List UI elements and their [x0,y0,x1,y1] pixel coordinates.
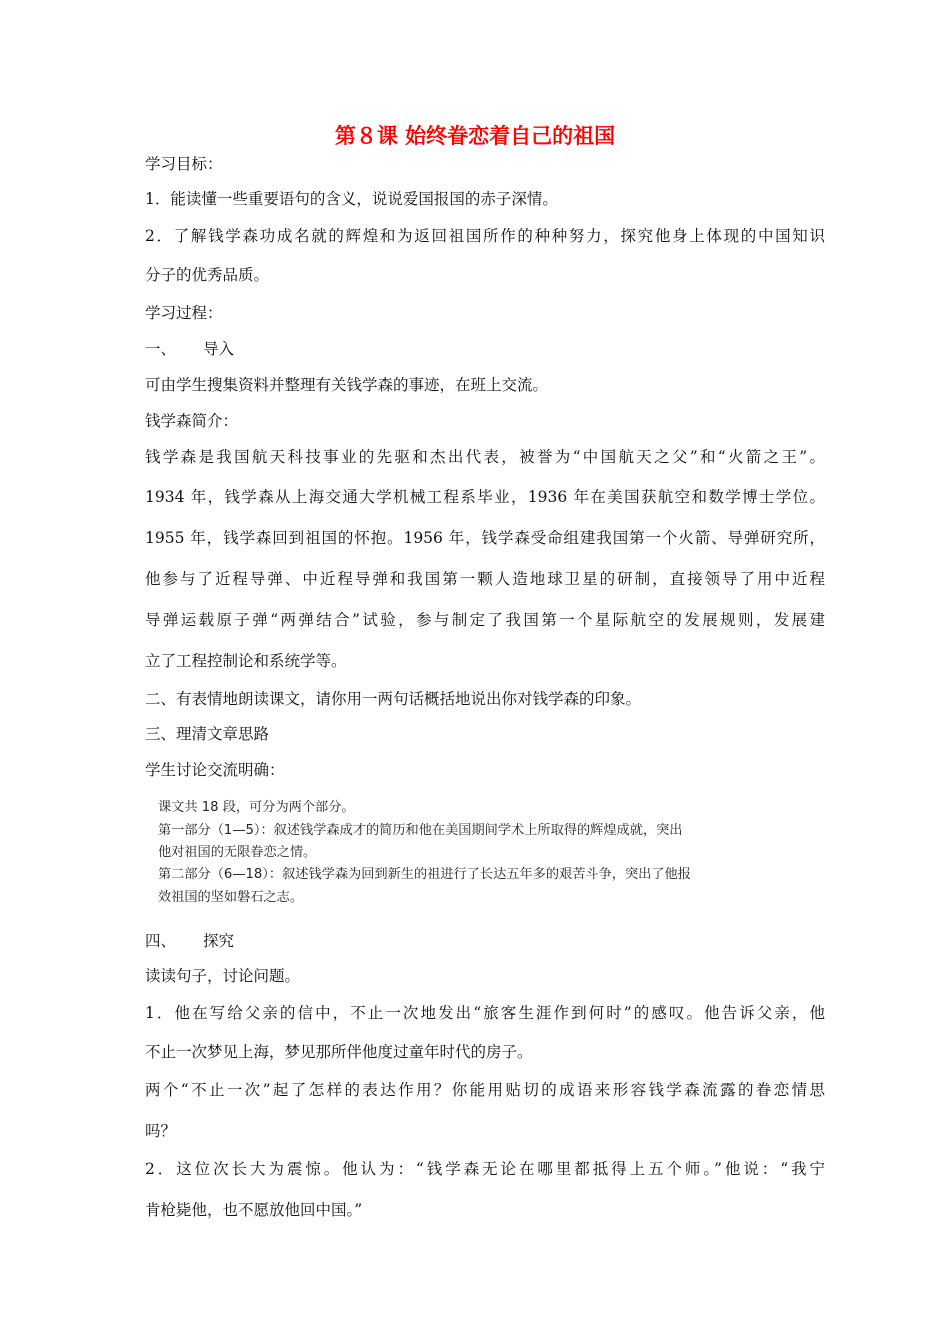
bio-heading: 钱学森简介： [145,412,239,430]
section-4-intro: 读读句子，讨论问题。 [145,967,301,985]
section-1-heading [145,338,825,360]
question-2-line: 肯枪毙他，也不愿放他回中国。” [145,1201,363,1219]
question-1-line: 吗？ [145,1122,177,1140]
process-heading: 学习过程： [145,304,223,322]
question-1-line: 1．他在写给父亲的信中，不止一次地发出“旅客生涯作到何时”的感叹。他告诉父亲，他 [145,1004,825,1022]
bio-line: 立了工程控制论和系统学等。 [145,652,347,670]
outline-line: 第一部分（1—5）：叙述钱学森成才的简历和他在美国期间学术上所取得的辉煌成就，突出 [158,823,683,838]
section-2-heading: 二、有表情地朗读课文，请你用一两句话概括地说出你对钱学森的印象。 [145,690,642,708]
bio-line: 钱学森是我国航天科技事业的先驱和杰出代表，被誉为“中国航天之父”和“火箭之王”。 [145,448,825,466]
section-label: 导入 [203,340,235,358]
section-number: 四、 [145,932,177,950]
section-1-text: 可由学生搜集资料并整理有关钱学森的事迹，在班上交流。 [145,376,549,394]
bio-line: 导弹运载原子弹“两弹结合”试验，参与制定了我国第一个星际航空的发展规则，发展建 [145,611,825,629]
outline-line: 效祖国的坚如磐石之志。 [158,890,304,905]
question-2-line: 2．这位次长大为震惊。他认为：“钱学森无论在哪里都抵得上五个师。”他说：“我宁 [145,1160,825,1178]
goal-item: 分子的优秀品质。 [145,266,270,284]
bio-line: 他参与了近程导弹、中近程导弹和我国第一颗人造地球卫星的研制，直接领导了用中近程 [145,570,825,588]
outline-image-text [158,792,778,912]
section-3-subheading: 学生讨论交流明确： [145,761,285,779]
outline-line: 他对祖国的无限眷恋之情。 [158,845,317,860]
question-1-line: 不止一次梦见上海，梦见那所伴他度过童年时代的房子。 [145,1043,533,1061]
bio-line: 1955 年，钱学森回到祖国的怀抱。1956 年，钱学森受命组建我国第一个火箭、导弹研究所， [145,529,825,547]
section-3-heading: 三、理清文章思路 [145,725,270,743]
section-4-heading [145,930,825,952]
goals-heading: 学习目标： [145,155,223,173]
outline-line: 课文共 18 段，可分为两个部分。 [158,800,355,815]
section-label: 探究 [203,932,235,950]
lesson-title: 第８课 始终眷恋着自己的祖国 [334,124,616,148]
goal-item: 1．能读懂一些重要语句的含义，说说爱国报国的赤子深情。 [145,190,558,208]
outline-line: 第二部分（6—18）：叙述钱学森为回到新生的祖进行了长达五年多的艰苦斗争，突出了他报 [158,867,691,882]
goal-item: 2．了解钱学森功成名就的辉煌和为返回祖国所作的种种努力，探究他身上体现的中国知识 [145,227,825,245]
question-1-line: 两个“不止一次”起了怎样的表达作用？你能用贴切的成语来形容钱学森流露的眷恋情思 [145,1081,825,1099]
section-number: 一、 [145,340,177,358]
bio-line: 1934 年，钱学森从上海交通大学机械工程系毕业，1936 年在美国获航空和数学博士学位。 [145,488,825,506]
